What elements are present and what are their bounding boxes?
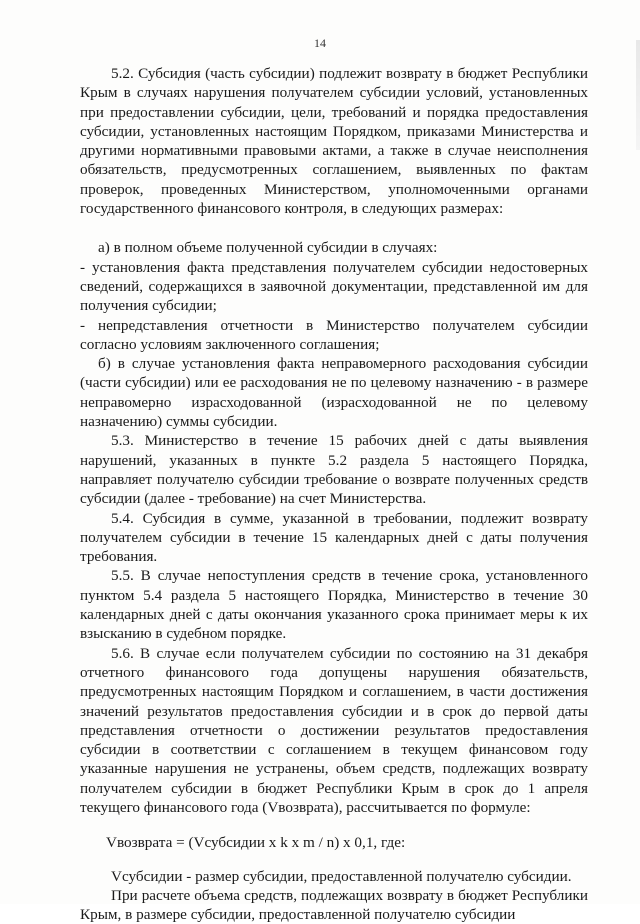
paragraph-5-3: 5.3. Министерство в течение 15 рабочих дней с даты выявления нарушений, указанных в пункте 5.2 раздела 5 настоящего Порядка, направляет получателю субсидии требование о возврате полученных средств субсидии (далее - требование) на счет Министерства. <box>80 432 588 508</box>
paragraph-b: б) в случае установления факта неправомерного расходования субсидии (части субсидии) или ее расходования не по целевому назначению - в размере неправомерно израсходованной (израсходованной не по целевому назначению) суммы субсидии. <box>80 355 588 431</box>
formula: Vвозврата = (Vсубсидии x k x m / n) x 0,1, где: <box>106 834 406 852</box>
paragraph-definition: Vсубсидии - размер субсидии, предоставленной получателю субсидии. <box>111 867 572 885</box>
paragraph-5-2: 5.2. Субсидия (часть субсидии) подлежит возврату в бюджет Республики Крым в случаях нарушения получателем субсидии условий, установленных при предоставлении субсидии, цели, требований и порядка предоставления субсидии, установленных настоящим Порядком, приказами Министерства и другими нормативными правовыми актами, а также в случае неисполнения обязательств, предусмотренных соглашением, выявленных по фактам проверок, проведенных Министерством, уполномоченными органами государственного финансового контроля, в следующих размерах: <box>80 65 588 218</box>
paragraph-a-item-2: - непредставления отчетности в Министерство получателем субсидии согласно условиям заключенного соглашения; <box>80 316 588 353</box>
paragraph-a: а) в полном объеме полученной субсидии в случаях: <box>98 239 438 257</box>
document-body <box>80 64 588 924</box>
paragraph-a-item-1: - установления факта представления получателем субсидии недостоверных сведений, содержащихся в заявочной документации, представленной им для получения субсидии; <box>80 258 588 315</box>
paragraph-5-6: 5.6. В случае если получателем субсидии по состоянию на 31 декабря отчетного финансового года допущены нарушения обязательств, предусмотренных настоящим Порядком и соглашением, в части достижения значений результатов предоставления субсидии и в срок до первой даты представления отчетности о достижении результатов предоставления субсидии в соответствии с соглашением в текущем финансовом году указанные нарушения не устранены, объем средств, подлежащих возврату получателем субсидии в бюджет Республики Крым в срок до 1 апреля текущего финансового года (Vвозврата), рассчитывается по формуле: <box>80 644 588 816</box>
paragraph-5-5: 5.5. В случае непоступления средств в течение срока, установленного пунктом 5.4 раздела 5 настоящего Порядка, Министерство в течение 30 календарных дней с даты окончания указанного срока принимает меры к их взысканию в судебном порядке. <box>80 567 588 643</box>
paragraph-5-4: 5.4. Субсидия в сумме, указанной в требовании, подлежит возврату получателем субсидии в течение 15 календарных дней с даты получения требования. <box>80 509 588 566</box>
scan-edge-mark <box>636 40 640 150</box>
paragraph-last: При расчете объема средств, подлежащих возврату в бюджет Республики Крым, в размере субсидии, предоставленной получателю субсидии <box>80 886 588 924</box>
page-number: 14 <box>314 36 326 50</box>
